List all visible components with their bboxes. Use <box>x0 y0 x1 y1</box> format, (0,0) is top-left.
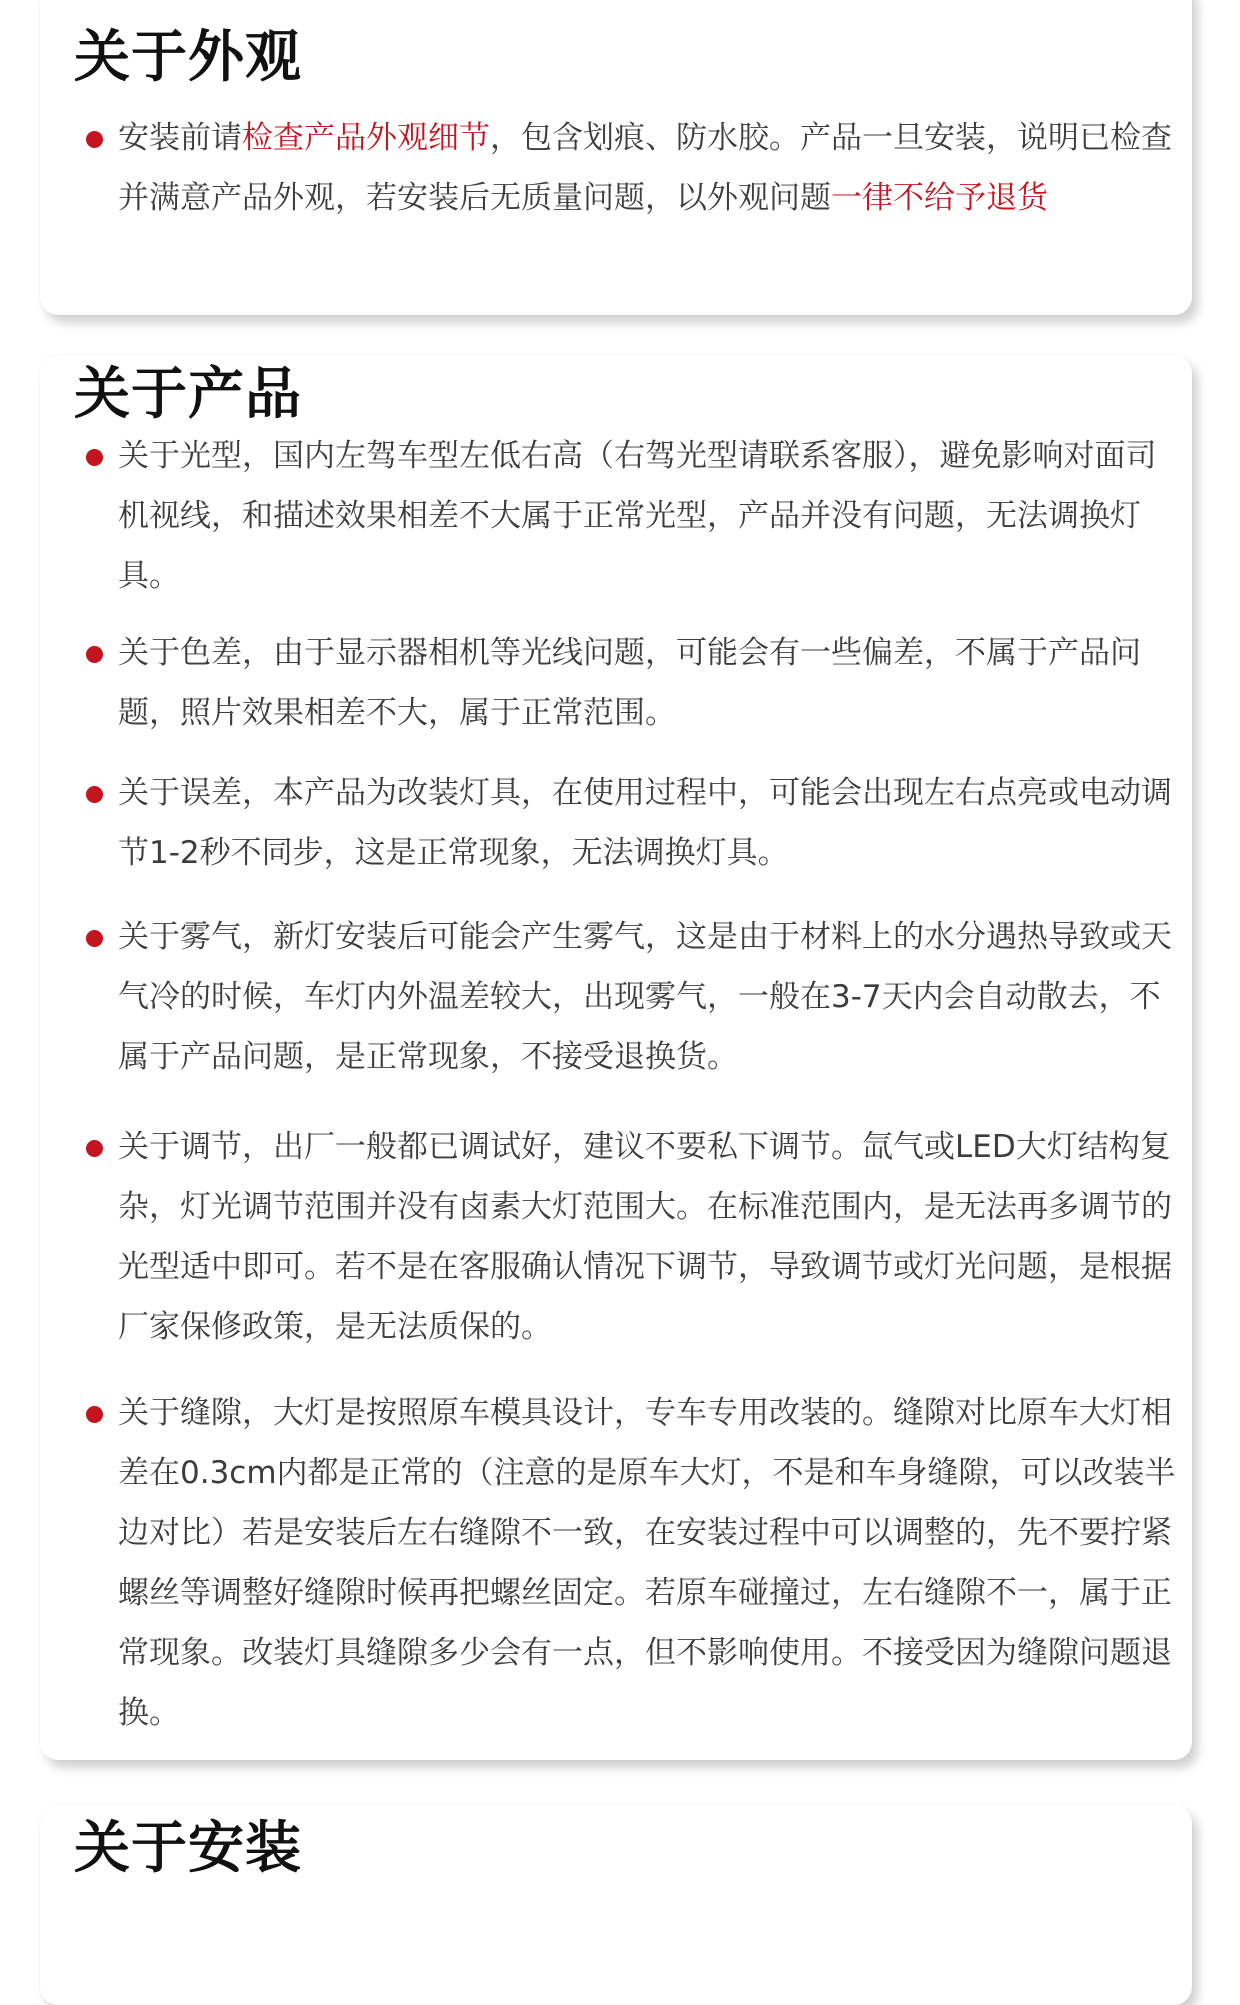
list-item <box>80 108 1180 228</box>
item-text: 关于误差，本产品为改装灯具，在使用过程中，可能会出现左右点亮或电动调节1-2秒不同步，这是正常现象，无法调换灯具。 <box>118 775 1172 871</box>
highlight-text: 检查产品外观细节 <box>242 120 490 156</box>
section-card-installation <box>40 1805 1192 2005</box>
item-text: ，包含划痕、防水胶。产品一旦安装，说明已检查并满意产品外观，若安装后无质量问题，以外观问题 <box>118 120 1172 216</box>
bullet-icon <box>86 786 103 803</box>
list-item <box>80 623 1180 743</box>
bullet-icon <box>86 646 103 663</box>
section-title: 关于产品 <box>74 362 302 427</box>
list-item <box>80 426 1180 606</box>
item-text: 安装前请 <box>118 120 242 156</box>
item-text: 关于色差，由于显示器相机等光线问题，可能会有一些偏差，不属于产品问题，照片效果相差不大，属于正常范围。 <box>118 635 1141 731</box>
list-item <box>80 1117 1180 1357</box>
item-text: 关于调节，出厂一般都已调试好，建议不要私下调节。氙气或LED大灯结构复杂，灯光调节范围并没有卤素大灯范围大。在标准范围内，是无法再多调节的光型适中即可。若不是在客服确认情况下调节，导致调节或灯光问题，是根据厂家保修政策，是无法质保的。 <box>118 1129 1172 1345</box>
bullet-icon <box>86 1140 103 1157</box>
section-card-product <box>40 355 1192 1760</box>
bullet-icon <box>86 449 103 466</box>
section-card-appearance <box>40 0 1192 315</box>
bullet-icon <box>86 1406 103 1423</box>
highlight-text: 一律不给予退货 <box>831 180 1048 216</box>
list-item <box>80 907 1180 1087</box>
item-text: 关于光型，国内左驾车型左低右高（右驾光型请联系客服），避免影响对面司机视线，和描述效果相差不大属于正常光型，产品并没有问题，无法调换灯具。 <box>118 438 1157 594</box>
list-item <box>80 763 1180 883</box>
item-text: 关于缝隙，大灯是按照原车模具设计，专车专用改装的。缝隙对比原车大灯相差在0.3cm内都是正常的（注意的是原车大灯，不是和车身缝隙，可以改装半边对比）若是安装后左右缝隙不一致，在安装过程中可以调整的，先不要拧紧螺丝等调整好缝隙时候再把螺丝固定。若原车碰撞过，左右缝隙不一，属于正常现象。改装灯具缝隙多少会有一点，但不影响使用。不接受因为缝隙问题退换。 <box>118 1395 1176 1731</box>
bullet-icon <box>86 930 103 947</box>
section-title: 关于外观 <box>74 25 302 90</box>
bullet-icon <box>86 131 103 148</box>
item-text: 关于雾气，新灯安装后可能会产生雾气，这是由于材料上的水分遇热导致或天气冷的时候，车灯内外温差较大，出现雾气，一般在3-7天内会自动散去，不属于产品问题，是正常现象，不接受退换货。 <box>118 919 1172 1075</box>
list-item <box>80 1383 1180 1743</box>
section-title: 关于安装 <box>74 1816 302 1881</box>
